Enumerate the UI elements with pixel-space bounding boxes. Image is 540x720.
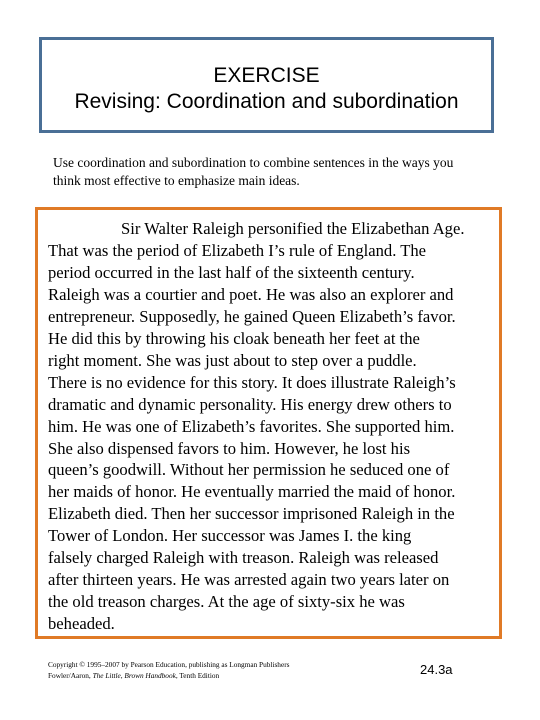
passage-line: Tower of London. Her successor was James I. the king	[48, 526, 412, 546]
passage-text	[48, 218, 495, 635]
passage-line: Sir Walter Raleigh personified the Elizabethan Age.	[121, 219, 465, 238]
instructions-line: Use coordination and subordination to combine sentences in the ways you	[53, 155, 454, 170]
citation-line	[48, 670, 378, 681]
passage-line: dramatic and dynamic personality. His energy drew others to	[48, 394, 452, 414]
citation-authors: Fowler/Aaron,	[48, 671, 93, 680]
passage-line: There is no evidence for this story. It does illustrate Raleigh’s	[48, 372, 456, 392]
passage-line: period occurred in the last half of the sixteenth century.	[48, 262, 415, 282]
passage-line: beheaded.	[48, 614, 115, 634]
exercise-heading: EXERCISE	[213, 64, 320, 87]
passage-line: falsely charged Raleigh with treason. Raleigh was released	[48, 548, 439, 568]
instructions	[53, 154, 493, 190]
passage-line: He did this by throwing his cloak beneath her feet at the	[48, 328, 420, 348]
passage-box	[35, 207, 502, 639]
passage-line: entrepreneur. Supposedly, he gained Queen Elizabeth’s favor.	[48, 306, 456, 326]
passage-line: him. He was one of Elizabeth’s favorites. She supported him.	[48, 416, 455, 436]
passage-line: her maids of honor. He eventually married the maid of honor.	[48, 482, 456, 502]
passage-line: queen’s goodwill. Without her permission he seduced one of	[48, 460, 450, 480]
passage-line: Raleigh was a courtier and poet. He was also an explorer and	[48, 284, 454, 304]
passage-line: She also dispensed favors to him. However, he lost his	[48, 438, 411, 458]
passage-line: Elizabeth died. Then her successor imprisoned Raleigh in the	[48, 504, 455, 524]
passage-line: That was the period of Elizabeth I’s rule of England. The	[48, 240, 427, 260]
copyright-line: Copyright © 1995–2007 by Pearson Education, publishing as Longman Publishers	[48, 660, 290, 669]
passage-line: right moment. She was just about to step over a puddle.	[48, 350, 417, 370]
exercise-title-box	[39, 37, 494, 133]
passage-line: after thirteen years. He was arrested again two years later on	[48, 570, 450, 590]
instructions-line: think most effective to emphasize main ideas.	[53, 173, 300, 188]
citation-book-title: The Little, Brown Handbook	[92, 671, 176, 680]
copyright-notice	[48, 659, 378, 681]
citation-edition: , Tenth Edition	[175, 671, 220, 680]
exercise-subheading: Revising: Coordination and subordination	[74, 90, 459, 113]
slide-number: 24.3a	[420, 662, 453, 677]
passage-line: the old treason charges. At the age of sixty-six he was	[48, 592, 405, 612]
